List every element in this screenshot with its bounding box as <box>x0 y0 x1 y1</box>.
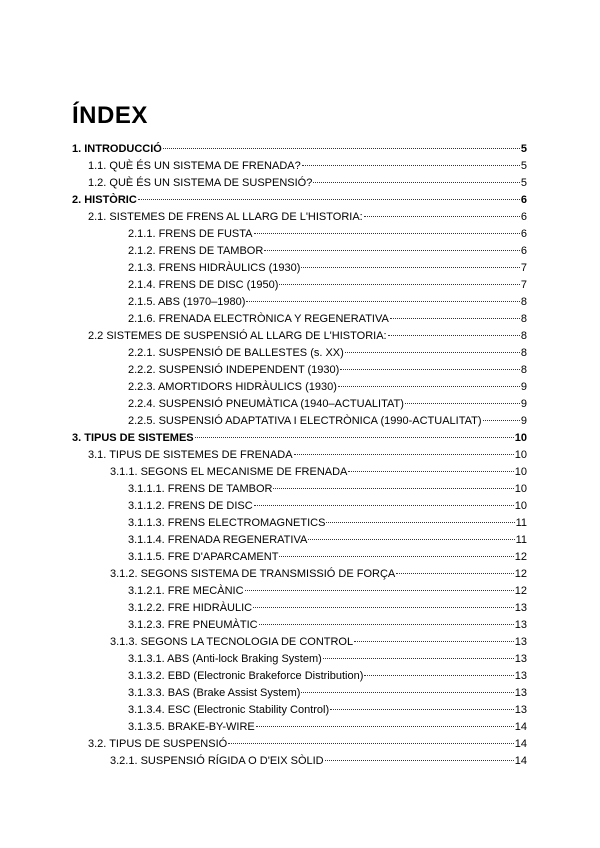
toc-entry-title: 1. INTRODUCCIÓ <box>72 143 162 155</box>
dot-leader <box>254 220 520 234</box>
dot-leader <box>364 203 520 217</box>
toc-entry-title: 2.2.5. SUSPENSIÓ ADAPTATIVA I ELECTRÒNICA (1990-ACTUALITAT) <box>128 415 482 427</box>
toc-entry-page-number: 12 <box>514 585 527 597</box>
toc-entry-title: 3.1.3. SEGONS LA TECNOLOGIA DE CONTROL <box>110 636 354 648</box>
toc-entry-page-number: 5 <box>520 143 527 155</box>
toc-entry-title: 3.1.1.1. FRENS DE TAMBOR <box>128 483 273 495</box>
toc-entry-title: 2.2.1. SUSPENSIÓ DE BALLESTES (s. XX) <box>128 347 344 359</box>
toc-entry-title: 2.1.2. FRENS DE TAMBOR <box>128 245 264 257</box>
toc-entry-page-number: 10 <box>514 500 527 512</box>
dot-leader <box>390 305 520 319</box>
dot-leader <box>396 560 513 574</box>
toc-entry-page-number: 5 <box>520 177 527 189</box>
toc-entry-title: 2. HISTÒRIC <box>72 194 137 206</box>
toc-entry[interactable] <box>72 393 527 410</box>
toc-entry-page-number: 13 <box>514 636 527 648</box>
toc-entry-page-number: 12 <box>514 568 527 580</box>
dot-leader <box>340 356 520 370</box>
toc-entry-title: 3. TIPUS DE SISTEMES <box>72 432 194 444</box>
toc-entry[interactable] <box>72 750 527 767</box>
toc-entry-page-number: 6 <box>520 211 527 223</box>
dot-leader <box>254 492 514 506</box>
dot-leader <box>279 271 519 285</box>
toc-entry-title: 2.1. SISTEMES DE FRENS AL LLARG DE L'HISTORIA: <box>88 211 363 223</box>
toc-entry-page-number: 13 <box>514 619 527 631</box>
toc-entry-page-number: 12 <box>514 551 527 563</box>
toc-entry-title: 3.1.3.1. ABS (Anti-lock Braking System) <box>128 653 322 665</box>
toc-entry-page-number: 9 <box>520 415 527 427</box>
toc-entry-page-number: 8 <box>520 296 527 308</box>
toc-entry-title: 2.1.5. ABS (1970–1980) <box>128 296 246 308</box>
toc-entry-title: 3.2. TIPUS DE SUSPENSIÓ <box>88 738 228 750</box>
toc-entry-title: 2.1.3. FRENS HIDRÀULICS (1930) <box>128 262 301 274</box>
dot-leader <box>279 543 513 557</box>
toc-entry-page-number: 9 <box>520 381 527 393</box>
toc-entry-page-number: 13 <box>514 670 527 682</box>
toc-entry-title: 3.1.2. SEGONS SISTEMA DE TRANSMISSIÓ DE FORÇA <box>110 568 396 580</box>
dot-leader <box>245 577 514 591</box>
toc-entry-page-number: 9 <box>520 398 527 410</box>
table-of-contents <box>72 138 527 767</box>
dot-leader <box>323 645 514 659</box>
dot-leader <box>259 611 514 625</box>
toc-entry-title: 3.1.3.3. BAS (Brake Assist System) <box>128 687 301 699</box>
toc-entry-page-number: 6 <box>520 245 527 257</box>
toc-entry-page-number: 10 <box>514 466 527 478</box>
toc-entry-title: 3.1.3.2. EBD (Electronic Brakeforce Distribution) <box>128 670 364 682</box>
dot-leader <box>195 424 514 438</box>
toc-entry-page-number: 13 <box>514 653 527 665</box>
toc-entry-page-number: 6 <box>520 228 527 240</box>
toc-entry-page-number: 14 <box>514 721 527 733</box>
toc-entry-page-number: 13 <box>514 602 527 614</box>
dot-leader <box>301 679 513 693</box>
toc-entry-page-number: 10 <box>514 432 527 444</box>
dot-leader <box>330 696 514 710</box>
toc-entry-title: 3.1.1.4. FRENADA REGENERATIVA <box>128 534 308 546</box>
toc-entry-title: 3.1. TIPUS DE SISTEMES DE FRENADA <box>88 449 293 461</box>
toc-entry-page-number: 7 <box>520 262 527 274</box>
toc-entry-page-number: 14 <box>514 755 527 767</box>
toc-entry-title: 2.2.3. AMORTIDORS HIDRÀULICS (1930) <box>128 381 337 393</box>
toc-entry-title: 1.2. QUÈ ÉS UN SISTEMA DE SUSPENSIÓ? <box>88 177 313 189</box>
dot-leader <box>483 407 520 421</box>
toc-entry-title: 3.1.1.5. FRE D'APARCAMENT <box>128 551 279 563</box>
dot-leader <box>302 152 520 166</box>
toc-entry-title: 1.1. QUÈ ÉS UN SISTEMA DE FRENADA? <box>88 160 301 172</box>
dot-leader <box>338 373 520 387</box>
toc-entry-title: 3.1.3.5. BRAKE-BY-WIRE <box>128 721 255 733</box>
dot-leader <box>348 458 513 472</box>
toc-entry-page-number: 7 <box>520 279 527 291</box>
dot-leader <box>138 186 520 200</box>
dot-leader <box>325 747 514 761</box>
toc-entry-page-number: 13 <box>514 704 527 716</box>
toc-entry-title: 2.2 SISTEMES DE SUSPENSIÓ AL LLARG DE L'HISTORIA: <box>88 330 387 342</box>
toc-entry-page-number: 14 <box>514 738 527 750</box>
toc-entry-title: 3.1.2.3. FRE PNEUMÀTIC <box>128 619 258 631</box>
dot-leader <box>294 441 514 455</box>
toc-entry-page-number: 10 <box>514 483 527 495</box>
toc-entry-title: 3.1.1.3. FRENS ELECTROMAGNETICS <box>128 517 326 529</box>
dot-leader <box>345 339 520 353</box>
toc-entry-title: 2.2.2. SUSPENSIÓ INDEPENDENT (1930) <box>128 364 340 376</box>
dot-leader <box>301 254 519 268</box>
toc-entry-title: 3.1.3.4. ESC (Electronic Stability Control) <box>128 704 330 716</box>
toc-entry-title: 3.1.1.2. FRENS DE DISC <box>128 500 253 512</box>
dot-leader <box>364 662 513 676</box>
dot-leader <box>405 390 520 404</box>
dot-leader <box>308 526 514 540</box>
dot-leader <box>313 169 520 183</box>
dot-leader <box>326 509 514 523</box>
dot-leader <box>253 594 514 608</box>
toc-entry-title: 2.1.4. FRENS DE DISC (1950) <box>128 279 279 291</box>
toc-entry-title: 2.1.1. FRENS DE FUSTA <box>128 228 253 240</box>
toc-entry-page-number: 8 <box>520 347 527 359</box>
dot-leader <box>246 288 519 302</box>
toc-entry-title: 3.1.2.1. FRE MECÀNIC <box>128 585 244 597</box>
toc-entry-title: 2.1.6. FRENADA ELECTRÒNICA Y REGENERATIVA <box>128 313 389 325</box>
toc-entry-page-number: 8 <box>520 364 527 376</box>
toc-entry-page-number: 5 <box>520 160 527 172</box>
toc-entry-title: 3.2.1. SUSPENSIÓ RÍGIDA O D'EIX SÒLID <box>110 755 324 767</box>
page-title: ÍNDEX <box>72 102 148 129</box>
toc-entry-page-number: 6 <box>520 194 527 206</box>
dot-leader <box>273 475 513 489</box>
dot-leader <box>228 730 514 744</box>
toc-entry-title: 2.2.4. SUSPENSIÓ PNEUMÀTICA (1940–ACTUALITAT) <box>128 398 404 410</box>
dot-leader <box>256 713 514 727</box>
dot-leader <box>264 237 520 251</box>
toc-entry-page-number: 11 <box>515 517 527 529</box>
toc-entry-page-number: 11 <box>515 534 527 546</box>
toc-entry-title: 3.1.1. SEGONS EL MECANISME DE FRENADA <box>110 466 348 478</box>
toc-entry-title: 3.1.2.2. FRE HIDRÀULIC <box>128 602 253 614</box>
dot-leader <box>163 135 520 149</box>
dot-leader <box>354 628 514 642</box>
toc-entry-page-number: 13 <box>514 687 527 699</box>
dot-leader <box>388 322 520 336</box>
toc-entry-page-number: 10 <box>514 449 527 461</box>
toc-entry-page-number: 8 <box>520 330 527 342</box>
toc-entry-page-number: 8 <box>520 313 527 325</box>
